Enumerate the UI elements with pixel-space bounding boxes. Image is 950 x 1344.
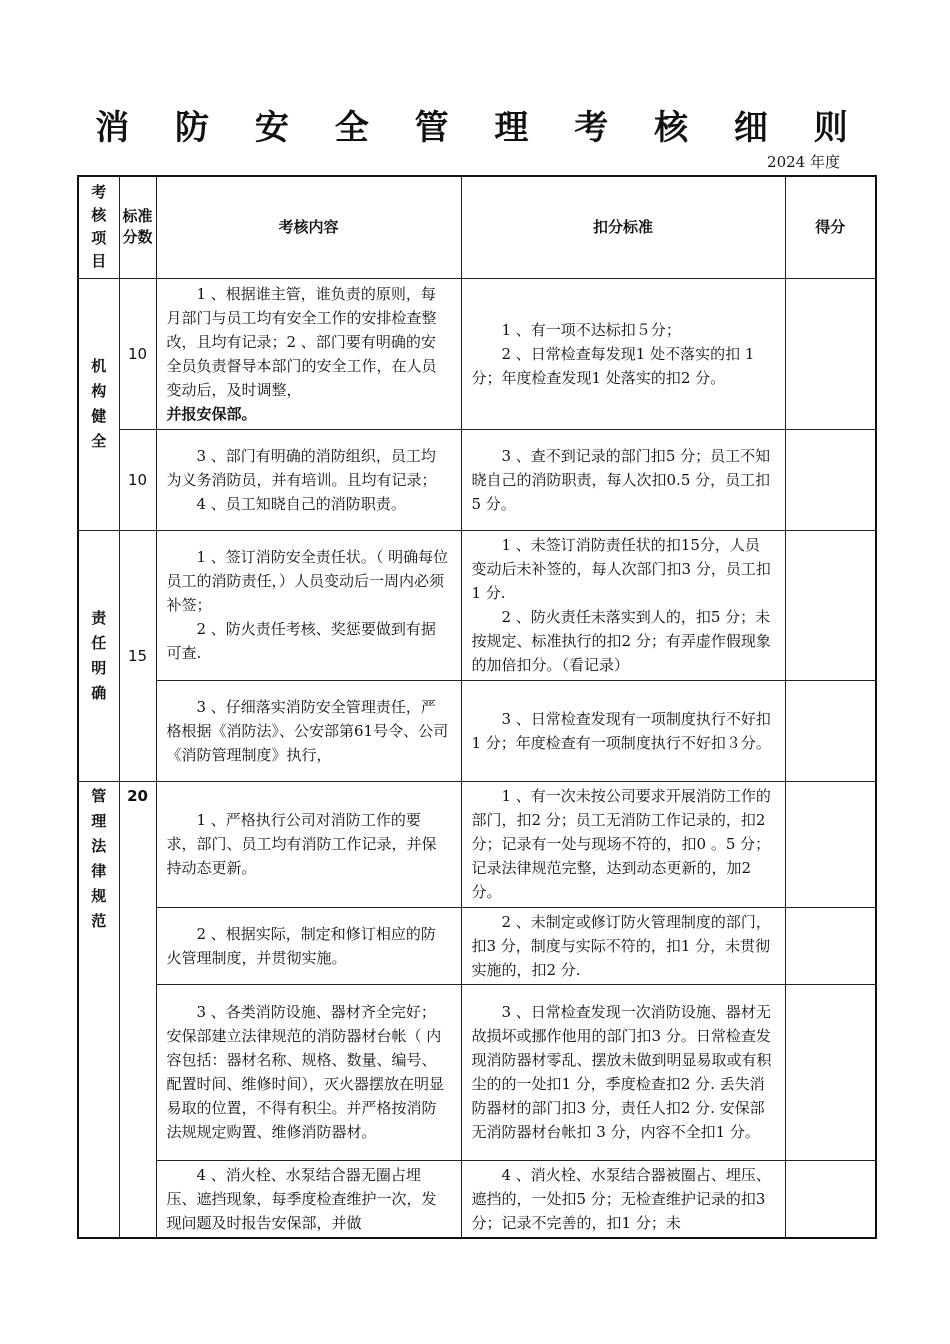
criteria-cell: 3 、查不到记录的部门扣5 分；员工不知晓自己的消防职责，每人次扣0.5 分，员工扣5 分。: [461, 429, 785, 530]
criteria-cell: 3 、日常检查发现有一项制度执行不好扣1 分；年度检查有一项制度执行不好扣３分。: [461, 680, 785, 781]
result-cell[interactable]: [785, 984, 876, 1160]
result-cell[interactable]: [785, 429, 876, 530]
criteria-cell: 3 、日常检查发现一次消防设施、器材无故损坏或挪作他用的部门扣3 分。日常检查发现消防器材零乱、摆放未做到明显易取或有积尘的的一处扣1 分，季度检查扣2 分. 丢失消防器材的部门扣3 分，责任人扣2 分. 安保部无消防器材台帐扣 3 分，内容不全扣1 分。: [461, 984, 785, 1160]
header-content: 考核内容: [156, 176, 461, 278]
content-cell: 3 、部门有明确的消防组织，员工均为义务消防员，并有培训。且均有记录； 4 、员工知晓自己的消防职责。: [156, 429, 461, 530]
result-cell[interactable]: [785, 278, 876, 429]
header-result: 得分: [785, 176, 876, 278]
result-cell[interactable]: [785, 1160, 876, 1238]
standard-score: 20: [119, 781, 156, 1238]
content-cell: 1 、根据谁主管，谁负责的原则，每月部门与员工均有安全工作的安排检查整改，且均有记录；2 、部门要有明确的安全员负责督导本部门的安全工作，在人员变动后，及时调整， 并报安保部。: [156, 278, 461, 429]
header-criteria: 扣分标准: [461, 176, 785, 278]
section-name-1: 机构健全: [78, 278, 119, 530]
content-cell: 2 、根据实际，制定和修订相应的防火管理制度，并贯彻实施。: [156, 907, 461, 984]
table-row: [78, 530, 876, 680]
result-cell[interactable]: [785, 907, 876, 984]
header-item: 考核项目: [78, 176, 119, 278]
content-cell: 3 、仔细落实消防安全管理责任，严格根据《消防法》、公安部第61号令、公司《消防管理制度》执行，: [156, 680, 461, 781]
section-name-2: 责任明确: [78, 530, 119, 781]
result-cell[interactable]: [785, 680, 876, 781]
table-row: [78, 781, 876, 907]
criteria-cell: 1 、未签订消防责任状的扣15分，人员变动后未补签的，每人次部门扣3 分，员工扣1 分. 2 、防火责任未落实到人的，扣5 分；未按规定、标准执行的扣2 分；有弄虚作假现象的加倍扣分。（看记录）: [461, 530, 785, 680]
criteria-cell: 2 、未制定或修订防火管理制度的部门，扣3 分，制度与实际不符的，扣1 分，未贯彻实施的，扣2 分.: [461, 907, 785, 984]
result-cell[interactable]: [785, 530, 876, 680]
table-row: [78, 984, 876, 1160]
document-title: 消 防 安 全 管 理 考 核 细 则: [95, 108, 865, 148]
result-cell[interactable]: [785, 781, 876, 907]
criteria-cell: 1 、有一项不达标扣５分； 2 、日常检查每发现1 处不落实的扣 1 分；年度检查发现1 处落实的扣2 分。: [461, 278, 785, 429]
table-row: [78, 680, 876, 781]
content-cell: 3 、各类消防设施、器材齐全完好；安保部建立法律规范的消防器材台帐（ 内容包括：器材名称、规格、数量、编号、配置时间、维修时间），灭火器摆放在明显易取的位置，不得有积尘。并严格按消防法规规定购置、维修消防器材。: [156, 984, 461, 1160]
year-label: 2024 年度: [767, 153, 840, 171]
header-row: [78, 176, 876, 278]
assessment-table: [77, 175, 877, 1239]
content-cell: 1 、严格执行公司对消防工作的要求，部门、员工均有消防工作记录，并保持动态更新。: [156, 781, 461, 907]
table-row: [78, 907, 876, 984]
standard-score: 10: [119, 429, 156, 530]
header-standard-score: 标准分数: [119, 176, 156, 278]
content-cell: 1 、签订消防安全责任状。（ 明确每位员工的消防责任，）人员变动后一周内必须补签； 2 、防火责任考核、奖惩要做到有据可查.: [156, 530, 461, 680]
table-row: [78, 1160, 876, 1238]
table-row: [78, 429, 876, 530]
content-cell: 4 、消火栓、水泵结合器无圈占埋压、遮挡现象，每季度检查维护一次，发现问题及时报告安保部，并做: [156, 1160, 461, 1238]
standard-score: 15: [119, 530, 156, 781]
criteria-cell: 1 、有一次未按公司要求开展消防工作的部门，扣2 分；员工无消防工作记录的，扣2 分；记录有一处与现场不符的，扣0 。5 分；记录法律规范完整，达到动态更新的，加2 分。: [461, 781, 785, 907]
standard-score: 10: [119, 278, 156, 429]
table-row: [78, 278, 876, 429]
criteria-cell: 4 、消火栓、水泵结合器被圈占、埋压、遮挡的，一处扣5 分；无检查维护记录的扣3 分；记录不完善的，扣1 分；未: [461, 1160, 785, 1238]
section-name-3: 管理法律规范: [78, 781, 119, 1238]
